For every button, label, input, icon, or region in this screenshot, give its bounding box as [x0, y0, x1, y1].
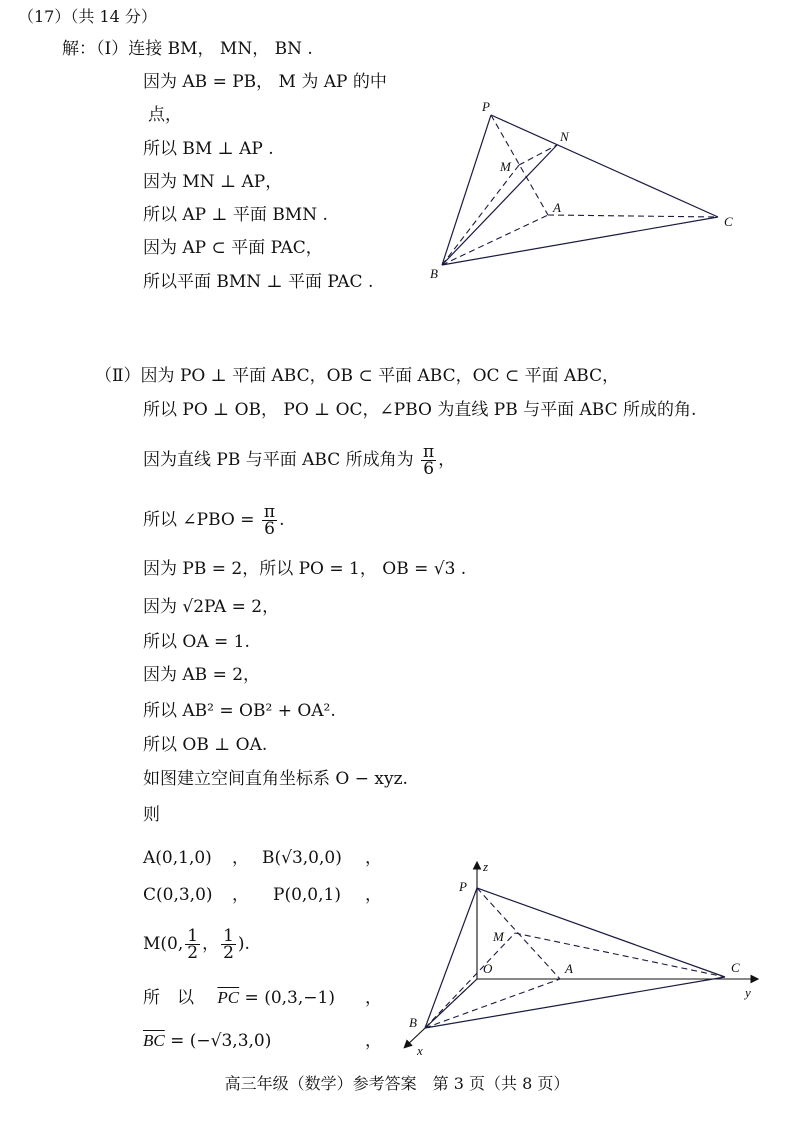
- page-footer: 高三年级（数学）参考答案 第 3 页（共 8 页）: [224, 1074, 570, 1093]
- part1-line-5: 因为 MN ⊥ AP，: [143, 172, 283, 192]
- vector-pre: 所 以: [143, 988, 194, 1008]
- vector-PC-value: = (0,3,−1): [239, 988, 335, 1008]
- coord-comma-1: ，: [232, 848, 249, 868]
- edge-MN: [519, 145, 557, 165]
- part2-line-8: 因为 AB = 2，: [143, 665, 261, 685]
- part2-line-3: [143, 440, 455, 480]
- edge-PC: [477, 888, 725, 977]
- coord-B: B(√3,0,0): [262, 848, 342, 868]
- half-num-2: 1: [223, 926, 234, 946]
- half-den-2: 2: [223, 943, 234, 963]
- fraction-pi-6-b: [262, 504, 277, 537]
- part1-line-6: 所以 AP ⊥ 平面 BMN .: [143, 205, 328, 225]
- label-A: A: [553, 200, 561, 215]
- edge-BM: [442, 165, 519, 265]
- coord-P: P(0,0,1): [273, 885, 341, 905]
- frac-num: π: [423, 442, 435, 462]
- part2-line-3-end: ，: [438, 450, 456, 470]
- label-P: P: [482, 99, 490, 114]
- label-O: O: [483, 961, 493, 976]
- part1-line-1: 解：（Ⅰ）连接 BM， MN， BN .: [62, 39, 313, 59]
- vector-PC-line: [143, 987, 335, 1009]
- figure-2-coordinate-system: [395, 855, 775, 1060]
- edge-BM: [425, 933, 515, 1028]
- coord-comma-3: ，: [232, 885, 249, 905]
- part1-line-2: 因为 AB = PB， M 为 AP 的中: [143, 72, 387, 92]
- label-x: x: [417, 1043, 423, 1058]
- fraction-half-2: [221, 928, 236, 961]
- coord-C: C(0,3,0): [143, 885, 213, 905]
- frac-den-b: 6: [264, 519, 275, 539]
- vector-comma: ，: [365, 988, 382, 1008]
- edge-AC: [548, 215, 718, 217]
- edge-PB: [442, 115, 491, 265]
- part2-line-3-text: 因为直线 PB 与平面 ABC 所成角为: [143, 450, 414, 470]
- part2-line-4: [143, 500, 284, 540]
- coord-comma-4: ，: [365, 885, 382, 905]
- vector-BC-value: = (−√3,3,0): [164, 1031, 272, 1051]
- problem-header: （17）（共 14 分）: [18, 7, 157, 26]
- fraction-pi-6: [421, 444, 436, 477]
- label-C: C: [724, 214, 733, 229]
- part1-line-8: 所以平面 BMN ⊥ 平面 PAC .: [143, 272, 374, 292]
- part2-line-11: 如图建立空间直角坐标系 O − xyz.: [143, 769, 408, 789]
- edge-PC: [491, 115, 718, 217]
- part2-line-2: 所以 PO ⊥ OB， PO ⊥ OC，∠PBO 为直线 PB 与平面 ABC 所成的角.: [143, 400, 697, 420]
- half-num-1: 1: [187, 926, 199, 946]
- label-B: B: [409, 1015, 417, 1030]
- vector-PC-name: $\overline{PC}$: [217, 988, 240, 1007]
- label-M: M: [493, 929, 504, 944]
- label-M: M: [500, 159, 511, 174]
- part2-line-5: 因为 PB = 2，所以 PO = 1， OB = √3 .: [143, 559, 467, 579]
- label-y: y: [745, 985, 751, 1000]
- vector-BC-line: [143, 1030, 271, 1052]
- figure-1-pyramid: [420, 95, 750, 285]
- edge-PB: [425, 888, 477, 1028]
- part2-line-4-end: .: [279, 510, 285, 530]
- part2-line-1: （Ⅱ）因为 PO ⊥ 平面 ABC，OB ⊂ 平面 ABC，OC ⊂ 平面 ABC，: [95, 366, 620, 386]
- fraction-half-1: [185, 928, 200, 961]
- part1-line-7: 因为 AP ⊂ 平面 PAC，: [143, 238, 323, 258]
- frac-num-b: π: [263, 502, 276, 522]
- label-A: A: [565, 961, 573, 976]
- frac-den: 6: [423, 459, 435, 479]
- coord-comma-2: ，: [365, 848, 382, 868]
- part1-line-3: 点，: [148, 105, 182, 125]
- coord-M-comma: ，: [202, 934, 220, 954]
- label-B: B: [430, 266, 438, 281]
- edge-BC: [442, 217, 718, 265]
- part2-line-7: 所以 OA = 1.: [143, 632, 250, 652]
- part2-line-10: 所以 OB ⊥ OA.: [143, 735, 268, 755]
- part2-line-12: 则: [143, 805, 160, 825]
- part2-line-6: 因为 √2PA = 2，: [143, 597, 280, 617]
- part2-line-9: 所以 AB² = OB² + OA².: [143, 701, 336, 721]
- label-z: z: [483, 859, 489, 874]
- edge-BC: [425, 977, 725, 1028]
- coord-A: A(0,1,0): [143, 848, 212, 868]
- edge-AB: [442, 215, 548, 265]
- coord-M-pre: M(0,: [143, 934, 184, 954]
- label-P: P: [459, 879, 467, 894]
- vector-comma-2: ，: [365, 1031, 382, 1051]
- coord-M: [143, 924, 250, 964]
- edge-BA: [425, 979, 560, 1028]
- coord-M-post: ).: [237, 934, 250, 954]
- label-C: C: [731, 960, 740, 975]
- label-N: N: [560, 129, 569, 144]
- part2-line-4-text: 所以 ∠PBO =: [143, 510, 255, 530]
- half-den-1: 2: [187, 943, 199, 963]
- part1-line-4: 所以 BM ⊥ AP .: [143, 139, 274, 159]
- vector-BC-name: $\overline{BC}$: [143, 1031, 165, 1050]
